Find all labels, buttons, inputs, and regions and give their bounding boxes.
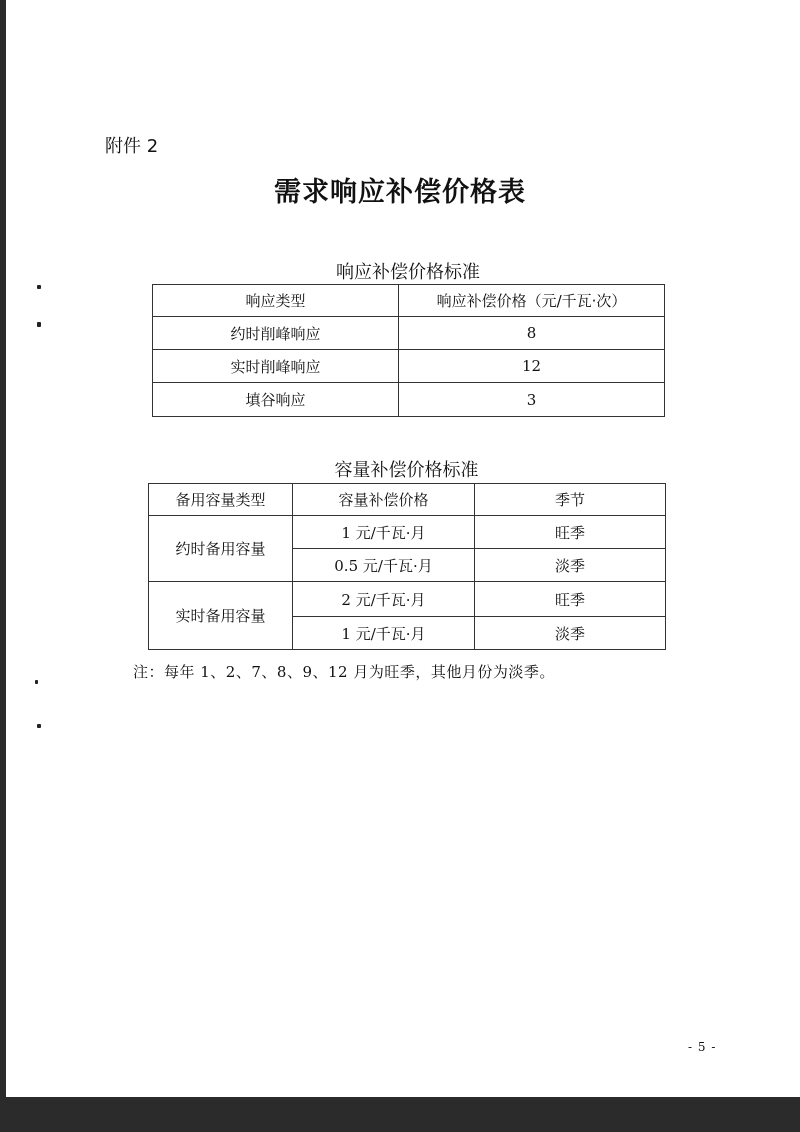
price-cell: 3 [399,383,665,417]
table-header-row [149,484,666,516]
table-row [149,582,666,617]
season-cell: 淡季 [475,617,666,650]
table1-title: 响应补偿价格标准 [336,262,480,283]
price-cell: 1 元/千瓦·月 [293,617,475,650]
footnote: 注：每年 1、2、7、8、9、12 月为旺季，其他月份为淡季。 [133,663,555,681]
table2-title: 容量补偿价格标准 [334,460,479,481]
header-cell: 响应补偿价格（元/千瓦·次） [399,285,665,317]
header-cell: 容量补偿价格 [293,484,475,516]
table-row [153,317,665,350]
page-title: 需求响应补偿价格表 [274,177,526,208]
price-cell: 1 元/千瓦·月 [293,516,475,549]
attachment-label: 附件 2 [105,136,159,157]
scan-mark [37,322,41,327]
response-type-cell: 约时削峰响应 [153,317,399,350]
capacity-type-cell: 实时备用容量 [149,582,293,650]
response-price-table [152,284,665,417]
price-cell: 0.5 元/千瓦·月 [293,549,475,582]
season-cell: 淡季 [475,549,666,582]
price-cell: 2 元/千瓦·月 [293,582,475,617]
header-cell: 备用容量类型 [149,484,293,516]
season-cell: 旺季 [475,582,666,617]
table-row [149,516,666,549]
price-cell: 12 [399,350,665,383]
table-row [153,383,665,417]
table-row [153,350,665,383]
capacity-price-table [148,483,666,650]
response-type-cell: 填谷响应 [153,383,399,417]
header-cell: 响应类型 [153,285,399,317]
price-cell: 8 [399,317,665,350]
scan-bottom-edge [0,1097,800,1132]
capacity-type-cell: 约时备用容量 [149,516,293,582]
season-cell: 旺季 [475,516,666,549]
response-type-cell: 实时削峰响应 [153,350,399,383]
page-number: - 5 - [688,1040,717,1054]
scan-mark [37,285,41,289]
table-header-row [153,285,665,317]
scan-mark [35,680,38,684]
header-cell: 季节 [475,484,666,516]
scan-mark [37,724,41,728]
